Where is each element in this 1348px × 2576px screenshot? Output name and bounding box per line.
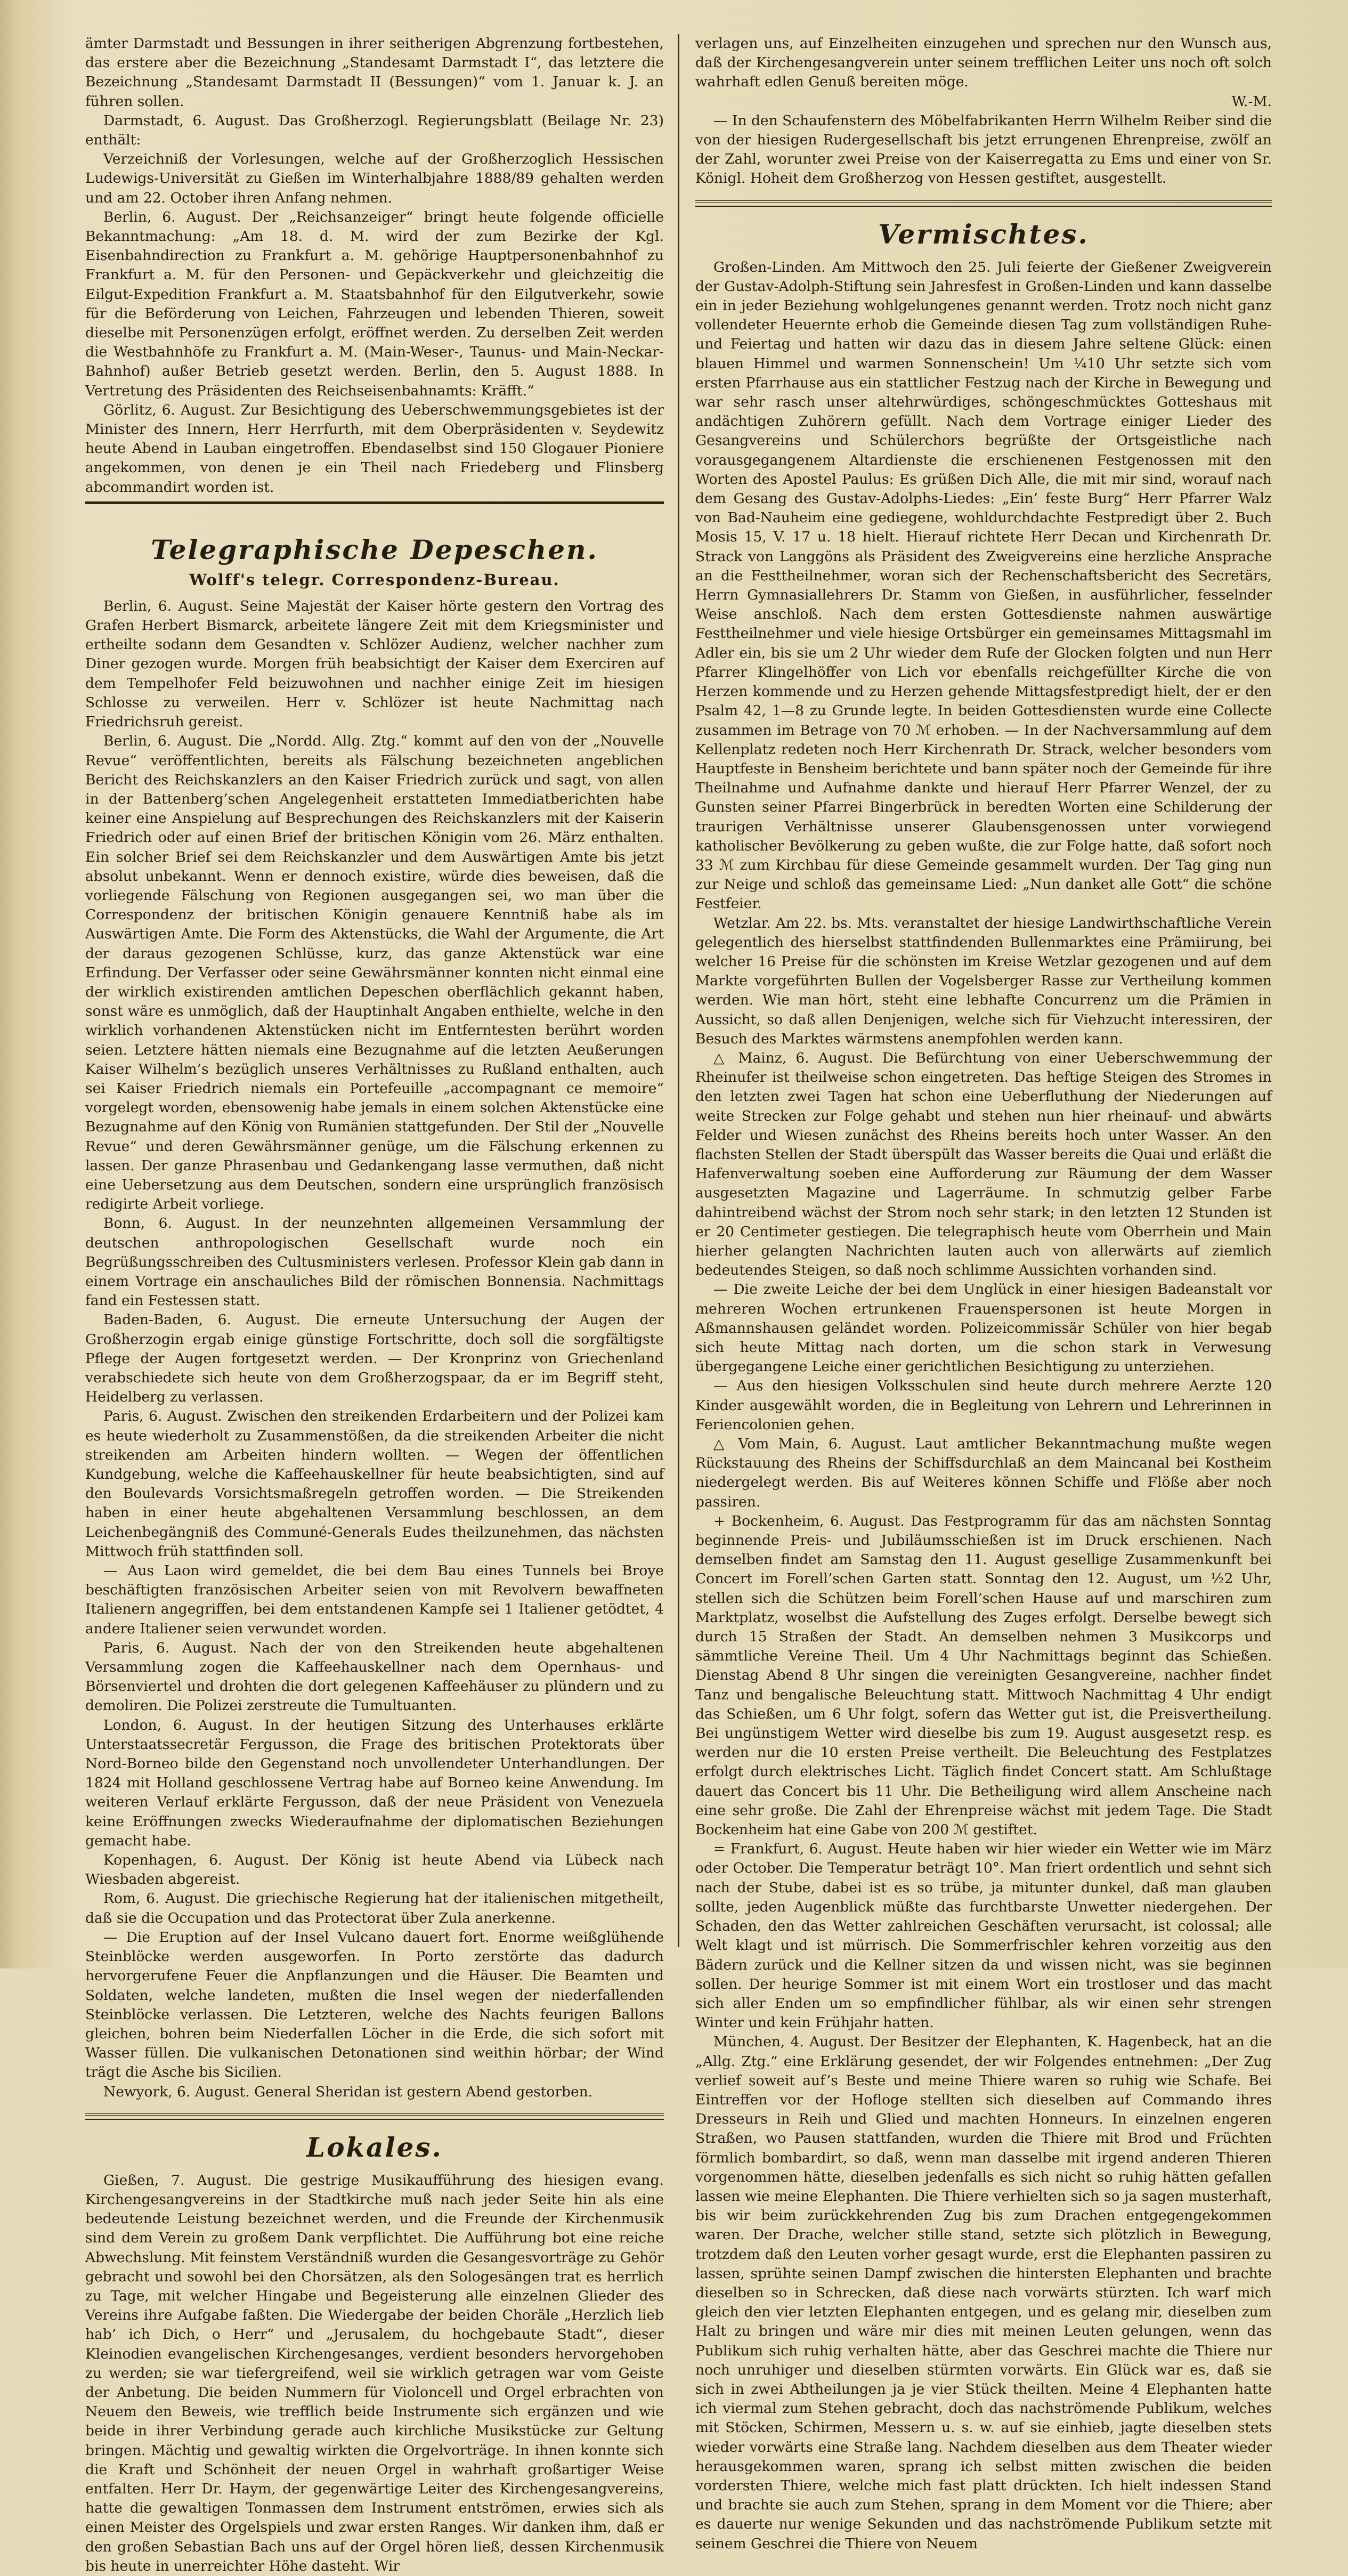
article-paragraph: verlagen uns, auf Einzelheiten einzugehen und sprechen nur den Wunsch aus, daß der Kirchengesangverein unter seinem trefflichen Leiter uns noch oft solch wahrhaft edlen Genuß bereiten möge. [695, 35, 1272, 91]
article-paragraph: Darmstadt, 6. August. Das Großherzogl. Regierungsblatt (Beilage Nr. 23) enthält: [85, 112, 664, 149]
telegraph-item: — Aus Laon wird gemeldet, die bei dem Bau eines Tunnels bei Broye beschäftigten französischen Arbeiter seien von mit Revolvern bewaffneten Italienern angegriffen, bei dem entstandenen Kampfe sei 1 Italiener getödtet, 4 andere Italiener seien verwundet worden. [85, 1562, 664, 1637]
vermischtes-item: + Bockenheim, 6. August. Das Festprogramm für das am nächsten Sonntag beginnende Preis- und Jubiläumsschießen ist im Druck erschienen. Nach demselben findet am Samstag den 11. August gesellige Zusammenkunft bei Concert im Forell’schen Garten statt. Sonntag den 12. August, um ½2 Uhr, stellen sich die Schützen beim Forell’schen Hause auf und marschiren zum Marktplatz, woselbst die Aufstellung des Zuges erfolgt. Derselbe bewegt sich durch 15 Straßen der Stadt. An demselben nehmen 3 Musikcorps und sämmtliche Vereine Theil. Um 4 Uhr Nachmittags beginnt das Schießen. Dienstag Abend 8 Uhr singen die vereinigten Gesangvereine, nachher findet Tanz und bengalische Beleuchtung statt. Mittwoch Nachmittag 4 Uhr endigt das Schießen, um 6 Uhr folgt, sofern das Wetter gut ist, die Preisvertheilung. Bei ungünstigem Wetter wird dieselbe bis zum 19. August ausgesetzt resp. es werden nur die 10 ersten Preise vertheilt. Die Beleuchtung des Festplatzes erfolgt durch elektrisches Licht. Täglich findet Concert statt. Am Schlußtage dauert das Concert bis 11 Uhr. Die Betheiligung wird allem Anscheine nach eine sehr große. Die Zahl der Ehrenpreise wächst mit jedem Tage. Die Stadt Bockenheim hat eine Gabe von 200 ℳ gestiftet. [695, 1512, 1272, 1838]
telegraph-item: London, 6. August. In der heutigen Sitzung des Unterhauses erklärte Unterstaatssecretär Fergusson, die Frage des britischen Protektorats über Nord-Borneo bilde den Gegenstand noch unvollendeter Unterhandlungen. Der 1824 mit Holland geschlossene Vertrag habe auf Borneo keine Anwendung. Im weiteren Verlauf erklärte Fergusson, daß der neue Präsident von Venezuela keine Eröffnungen zwecks Wiederaufnahme der diplomatischen Beziehungen gemacht habe. [85, 1716, 664, 1849]
telegraph-item: — Die Eruption auf der Insel Vulcano dauert fort. Enorme weißglühende Steinblöcke werden ausgeworfen. In Porto zerstörte das dadurch hervorgerufene Feuer die Anpflanzungen und die Häuser. Die Beamten und Soldaten, welche landeten, mußten die Insel wegen der niederfallenden Steinblöcke verlassen. Die Letzteren, welche des Nachts feurigen Ballons gleichen, bohren beim Niederfallen Löcher in die Erde, die sich sofort mit Wasser füllen. Die vulkanischen Detonationen sind weithin hörbar; der Wind trägt die Asche bis Sicilien. [85, 1929, 664, 2081]
article-paragraph: — In den Schaufenstern des Möbelfabrikanten Herrn Wilhelm Reiber sind die von der hiesigen Rudergesellschaft bis jetzt errungenen Ehrenpreise, zwölf an der Zahl, worunter zwei Preise von der Kaiserregatta zu Ems und einer von Sr. Königl. Hoheit dem Großherzog von Hessen gestiftet, ausgestellt. [695, 112, 1272, 187]
vermischtes-item: Großen-Linden. Am Mittwoch den 25. Juli feierte der Gießener Zweigverein der Gustav-Adolph-Stiftung sein Jahresfest in Großen-Linden und kann dasselbe ein in jeder Beziehung wohlgelungenes genannt werden. Trotz noch nicht ganz vollendeter Heuernte erhob die Gemeinde diesen Tag zum vollständigen Ruhe- und Feiertag und hatten wir dazu das in diesem Jahre seltene Glück: einen blauen Himmel und warmen Sonnenschein! Um ¼10 Uhr setzte sich vom ersten Pfarrhause aus ein stattlicher Festzug nach der Kirche in Bewegung und war sehr rasch unser altehrwürdiges, schöngeschmücktes Gotteshaus mit andächtigen Zuhörern gefüllt. Nach dem Vortrage einiger Lieder des Gesangvereins und Schülerchors begrüßte der Ortsgeistliche nach vorausgegangenem Altardienste die erschienenen Festgenossen mit den Worten des Apostel Paulus: Es grüßen Dich Alle, die mit mir sind, worauf nach dem Gesang des Gustav-Adolphs-Liedes: „Ein’ feste Burg“ Herr Pfarrer Walz von Bad-Nauheim eine gediegene, wohldurchdachte Festpredigt über 2. Buch Mosis 15, V. 17 u. 18 hielt. Hierauf richtete Herr Decan und Kirchenrath Dr. Strack von Langgöns als Präsident des Zweigvereins eine herzliche Ansprache an die Festtheilnehmer, woran sich der Rechenschaftsbericht des Secretärs, Herrn Gymnasiallehrers Dr. Stamm von Gießen, in ausführlicher, fesselnder Weise anschloß. Nach dem ersten Gottesdienste nahmen auswärtige Festtheilnehmer und viele hiesige Ortsbürger ein gemeinsames Mittagsmahl im Adler ein, bis sie um 2 Uhr wieder dem Rufe der Glocken folgten und nun Herr Pfarrer Klingelhöffer von Lich vor ebenfalls reichgefüllter Kirche die von Herzen kommende und zu Herzen gehende Mittagsfestpredigt hielt, der er den Psalm 42, 1—8 zu Grunde legte. In beiden Gottesdiensten wurde eine Collecte zusammen im Betrage von 70 ℳ erhoben. — In der Nachversammlung auf dem Kellenplatz redeten noch Herr Kirchenrath Dr. Strack, welcher besonders vom Hauptfeste in Bensheim berichtete und bann später noch der Gemeinde für ihre Theilnahme und Aufnahme dankte und hierauf Herr Pfarrer Wenzel, der zu Gunsten seiner Pfarrei Bingerbrück in beredten Worten eine Schilderung der traurigen Verhältnisse unserer Glaubensgenossen unter vorwiegend katholischer Bevölkerung zu geben wußte, die zur Folge hatte, daß sofort noch 33 ℳ zum Kirchbau für diese Gemeinde gesammelt wurden. Der Tag ging nun zur Neige und schloß das gemeinsame Lied: „Nun danket alle Gott“ die schöne Festfeier. [695, 258, 1272, 912]
telegraph-item: Baden-Baden, 6. August. Die erneute Untersuchung der Augen der Großherzogin ergab einige günstige Fortschritte, doch soll die sorgfältigste Pflege der Augen fortgesetzt werden. — Der Kronprinz von Griechenland verabschiedete sich heute von dem Großherzogspaar, da er im Begriff steht, Heidelberg zu verlassen. [85, 1311, 664, 1406]
telegraph-item: Newyork, 6. August. General Sheridan ist gestern Abend gestorben. [103, 2083, 593, 2100]
section-divider [85, 501, 664, 504]
article-paragraph: Berlin, 6. August. Der „Reichsanzeiger“ bringt heute folgende officielle Bekanntmachung: „Am 18. d. M. wird der zum Bezirke der Kgl. Eisenbahndirection zu Frankfurt a. M. gehörige Hauptpersonenbahnhof zu Frankfurt a. M. für den Personen- und Gepäckverkehr und gleichzeitig die Eilgut-Expedition Frankfurt a. M. Staatsbahnhof für den Eilgutverkehr, sowie für die Beförderung von Leichen, Fahrzeugen und lebenden Thieren, soweit dieselbe mit Personenzügen erfolgt, eröffnet werden. Zu derselben Zeit werden die Westbahnhöfe zu Frankfurt a. M. (Main-Weser-, Taunus- und Main-Neckar-Bahnhof) außer Betrieb gesetzt werden. Berlin, den 5. August 1888. In Vertretung des Präsidenten des Reichseisenbahnamts: Kräfft.“ [85, 208, 664, 399]
article-paragraph: Verzeichniß der Vorlesungen, welche auf der Großherzoglich Hessischen Ludewigs-Universität zu Gießen im Winterhalbjahre 1888/89 gehalten werden und am 22. October ihren Anfang nehmen. [85, 151, 664, 206]
left-column [85, 34, 678, 2574]
telegraph-item: Paris, 6. August. Nach der von den Streikenden heute abgehaltenen Versammlung zogen die Kaffeehauskellner nach dem Opernhaus- und Börsenviertel und drohten die dort gelegenen Kaffeehäuser zu plündern und zu demoliren. Die Polizei zerstreute die Tumultuanten. [85, 1639, 664, 1714]
right-column [679, 34, 1272, 2552]
section-title-telegraph: Telegraphische Depeschen. [151, 533, 598, 565]
vermischtes-item: München, 4. August. Der Besitzer der Elephanten, K. Hagenbeck, hat an die „Allg. Ztg.“ eine Erklärung gesendet, der wir Folgendes entnehmen: „Der Zug verlief soweit auf’s Beste und meine Thiere waren so ruhig wie Schafe. Bei Eintreffen vor der Hofloge stellten sich dieselben auf Commando ihres Dresseurs in Reih und Glied und machten Honneurs. In einzelnen engeren Straßen, wo Pausen stattfanden, wurden die Thiere mit Brod und Früchten förmlich bombardirt, so daß, wenn man dasselbe mit irgend anderen Thieren vorgenommen hätte, dieselben jedenfalls es sich nicht so ruhig hätten gefallen lassen wie meine Elephanten. Die Thiere verhielten sich so ja sagen musterhaft, bis wir beim zurückkehrenden Zug bis zum Drachen entgegengekommen waren. Der Drache, welcher stille stand, setzte sich plötzlich in Bewegung, trotzdem daß den Leuten vorher gesagt wurde, erst die Elephanten passiren zu lassen, sprühte seinen Dampf zwischen die hintersten Elephanten und brachte dieselben so in Schrecken, daß diese nach vorwärts stürzten. Ich warf mich gleich den vier letzten Elephanten entgegen, und es gelang mir, dieselben zum Halt zu bringen und wäre mir dies mit meinen Leuten gelungen, wenn das Publikum sich ruhig verhalten hätte, aber das Geschrei machte die Thiere nur noch unruhiger und dieselben stürmten vorwärts. Ein Glück war es, daß sie sich in zwei Abtheilungen ja je vier Stück theilten. Meine 4 Elephanten hatte ich viermal zum Stehen gebracht, doch das nachströmende Publikum, welches mit Stöcken, Schirmen, Messern u. s. w. auf sie einhieb, jagte dieselben stets wieder vorwärts eine Straße lang. Nachdem dieselben aus dem Theater wieder herausgekommen waren, sprang ich selbst mitten zwischen die beiden vordersten Thiere, welche mich fast platt drückten. Ich hielt indessen Stand und brachte sie auch zum Stehen, sprang in dem Moment vor die Thiere; aber es dauerte nur wenige Sekunden und das nachströmende Publikum setzte mit seinem Geschrei die Thiere von Neuem [695, 2034, 1272, 2552]
telegraph-item: Bonn, 6. August. In der neunzehnten allgemeinen Versammlung der deutschen anthropologischen Gesellschaft wurde noch ein Begrüßungsschreiben des Cultusministers verlesen. Professor Klein gab dann in einem Vortrage ein anschauliches Bild der römischen Bonnensia. Nachmittags fand ein Festessen statt. [85, 1215, 664, 1309]
vermischtes-item: = Frankfurt, 6. August. Heute haben wir hier wieder ein Wetter wie im März oder October. Die Temperatur beträgt 10°. Man friert ordentlich und sehnt sich nach der Stube, dabei ist es so trübe, ja mitunter dunkel, daß man glauben sollte, jeden Augenblick müßte das furchtbarste Unwetter niedergehen. Der Schaden, den das Wetter zahlreichen Geschäften verursacht, ist colossal; alle Welt klagt und ist mürrisch. Die Sommerfrischler kehren vorzeitig aus den Bädern zurück und die Kellner sitzen da und wissen nicht, was sie beginnen sollen. Der heurige Sommer ist mit einem Wort ein trostloser und das macht sich aller Enden um so empfindlicher fühlbar, als wir einen sehr strengen Winter und kein Frühjahr hatten. [695, 1841, 1272, 2031]
article-paragraph: Görlitz, 6. August. Zur Besichtigung des Ueberschwemmungsgebietes ist der Minister des Innern, Herr Herrfurth, mit dem Oberpräsidenten v. Seydewitz heute Abend in Lauban eingetroffen. Ebendaselbst sind 150 Glogauer Pioniere angekommen, von denen je ein Theil nach Friedeberg und Flinsberg abcommandirt worden ist. [85, 401, 664, 496]
telegraph-item: Rom, 6. August. Die griechische Regierung hat der italienischen mitgetheilt, daß sie die Occupation und das Protectorat über Zula anerkenne. [85, 1890, 664, 1926]
author-signature: W.-M. [1231, 93, 1272, 110]
telegraph-item: Berlin, 6. August. Seine Majestät der Kaiser hörte gestern den Vortrag des Grafen Herbert Bismarck, arbeitete längere Zeit mit dem Kriegsminister und ertheilte sodann dem Gesandten v. Schlözer Audienz, welcher nachher zum Diner gezogen wurde. Morgen früh beabsichtigt der Kaiser dem Exerciren auf dem Tempelhofer Feld beizuwohnen und nachher einige Zeit im hiesigen Schlosse zu verweilen. Herr v. Schlözer ist heute Nachmittag nach Friedrichsruh gereist. [85, 597, 664, 731]
telegraph-item: Paris, 6. August. Zwischen den streikenden Erdarbeitern und der Polizei kam es heute wiederholt zu Zusammenstößen, da die streikenden Arbeiter die nicht streikenden am Arbeiten hindern wollten. — Wegen der öffentlichen Kundgebung, welche die Kaffeehauskellner für heute beabsichtigten, sind auf den Boulevards Vorsichtsmaßregeln getroffen worden. — Die Streikenden haben in einer heute abgehaltenen Versammlung beschlossen, an dem Leichenbegängniß des Communé-Generals Eudes theilzunehmen, das nächsten Mittwoch früh stattfinden soll. [85, 1408, 664, 1560]
vermischtes-item: — Aus den hiesigen Volksschulen sind heute durch mehrere Aerzte 120 Kinder ausgewählt worden, die in Begleitung von Lehrern und Lehrerinnen in Feriencolonien gehen. [695, 1378, 1272, 1433]
section-subtitle-telegraph: Wolff's telegr. Correspondenz-Bureau. [189, 570, 560, 589]
section-title-vermischtes: Vermischtes. [878, 218, 1089, 250]
vermischtes-item: Wetzlar. Am 22. bs. Mts. veranstaltet der hiesige Landwirthschaftliche Verein gelegentlich des hierselbst stattfindenden Bullenmarktes eine Prämiirung, bei welcher 16 Preise für die schönsten im Kreise Wetzlar gezogenen und auf dem Markte vorgeführten Bullen der Vogelsberger Rasse zur Vertheilung kommen werden. Wie man hört, steht eine lebhafte Concurrenz um die Prämien in Aussicht, so daß allen Denjenigen, welche sich für Viehzucht interessiren, der Besuch des Marktes wärmstens anempfohlen werden kann. [695, 914, 1272, 1047]
vermischtes-item: △ Mainz, 6. August. Die Befürchtung von einer Ueberschwemmung der Rheinufer ist theilweise schon eingetreten. Das heftige Steigen des Stromes in den letzten zwei Tagen hat schon eine Ueberfluthung der Niederungen auf weite Strecken zur Folge gehabt und stehen nun hier rheinauf- und abwärts Felder und Wiesen zunächst des Rheins bereits hoch unter Wasser. An den flachsten Stellen der Stadt überspült das Wasser bereits die Quai und erläßt die Hafenverwaltung soeben eine Aufforderung zur Räumung der dem Wasser ausgesetzten Magazine und Lagerräume. In schmutzig gelber Farbe dahintreibend wächst der Strom noch sehr stark; in den letzten 12 Stunden ist er 20 Centimeter gestiegen. Die telegraphisch heute vom Oberrhein und Main hierher gelangten Nachrichten lauten auch von allerwärts auf ziemlich bedeutendes Steigen, so daß noch schlimme Aussichten vorhanden sind. [695, 1049, 1272, 1279]
section-divider [85, 2113, 664, 2120]
telegraph-item: Berlin, 6. August. Die „Nordd. Allg. Ztg.“ kommt auf den von der „Nouvelle Revue“ veröffentlichten, bereits als Fälschung bezeichneten angeblichen Bericht des Reichskanzlers an den Kaiser Friedrich zurück und sagt, von allen in der Battenberg’schen Angelegenheit erstatteten Immediatberichten habe keiner eine Anspielung auf Besprechungen des Reichskanzlers mit der Kaiserin Friedrich oder auf einen Brief der britischen Königin vom 26. März enthalten. Ein solcher Brief sei dem Reichskanzler und dem Auswärtigen Amte bis jetzt absolut unbekannt. Wenn er dennoch existire, würde dies beweisen, daß die vorliegende Fälschung von Regionen ausgegangen sei, wo man über die Correspondenz der britischen Königin genauere Kenntniß habe als im Auswärtigen Amte. Die Form des Aktenstücks, die Wahl der Argumente, die Art der daraus gezogenen Schlüsse, kurz, das ganze Aktenstück war eine Erfindung. Der Verfasser oder seine Gewährsmänner konnten nicht einmal eine der wirklich existirenden amtlichen Depeschen oberflächlich gekannt haben, sonst wäre es unmöglich, daß der Hauptinhalt Angaben enthielte, welche in den wirklich vorhandenen Aktenstücken nicht im Entferntesten berührt worden seien. Letztere hätten niemals eine Bezugnahme auf die letzten Aeußerungen Kaiser Wilhelm’s bezüglich unseres Verhältnisses zu Rußland enthalten, auch sei Kaiser Friedrich niemals ein Portefeuille „accompagnant ce memoire“ vorgelegt worden, ebensowenig habe jemals in einem solchen Aktenstücke eine Bezugnahme auf den König von Rumänien stattgefunden. Der Stil der „Nouvelle Revue“ und deren Gewährsmänner genüge, um die Fälschung erkennen zu lassen. Der ganze Phrasenbau und Gedankengang lasse vermuthen, daß nicht eine Uebersetzung aus dem Deutschen, sondern eine ursprünglich französisch redigirte Arbeit vorliege. [85, 733, 664, 1213]
section-divider [695, 200, 1272, 207]
lokal-item: Gießen, 7. August. Die gestrige Musikaufführung des hiesigen evang. Kirchengesangvereins in der Stadtkirche muß nach jeder Seite hin als eine bedeutende Leistung bezeichnet werden, und die Freunde der Kirchenmusik sind dem Verein zu großem Dank verpflichtet. Die Aufführung bot eine reiche Abwechslung. Mit feinstem Verständniß wurden die Gesangesvorträge zu Gehör gebracht und sowohl bei den Chorsätzen, als den Sologesängen trat es herrlich zu Tage, mit welcher Hingabe und Begeisterung alle einzelnen Glieder des Vereins ihre Aufgabe faßten. Die Wiedergabe der beiden Choräle „Herzlich lieb hab’ ich Dich, o Herr“ und „Jerusalem, du hochgebaute Stadt“, dieser Kleinodien evangelischen Kirchengesanges, verdient besonders hervorgehoben zu werden; sie war tiefergreifend, weil sie wirklich getragen war vom Geiste der Anbetung. Die beiden Nummern für Violoncell und Orgel erbrachten von Neuem den Beweis, wie trefflich beide Instrumente sich ergänzen und wie beide in ihrer Verbindung gerade auch kirchliche Musikstücke zur Geltung bringen. Mächtig und gewaltig wirkten die Orgelvorträge. In ihnen konnte sich die Kraft und Schönheit der neuen Orgel in wahrhaft großartiger Weise entfalten. Herr Dr. Haym, der gegenwärtige Leiter des Kirchengesangvereins, hatte die gewaltigen Tonmassen dem Instrument entströmen, erwies sich als einen Meister des Orgelspiels und zwar ersten Ranges. Wir danken ihm, daß er den großen Sebastian Bach uns auf der Orgel hören ließ, dessen Kirchenmusik bis heute in unerreichter Höhe dasteht. Wir [85, 2172, 664, 2574]
article-paragraph: ämter Darmstadt und Bessungen in ihrer seitherigen Abgrenzung fortbestehen, das erstere aber die Bezeichnung „Standesamt Darmstadt I“, das letztere die Bezeichnung „Standesamt Darmstadt II (Bessungen)“ vom 1. Januar k. J. an führen sollen. [85, 35, 664, 110]
vermischtes-item: — Die zweite Leiche der bei dem Unglück in einer hiesigen Badeanstalt vor mehreren Wochen ertrunkenen Frauenspersonen ist heute Morgen in Aßmannshausen geländet worden. Polizeicommissär Schüler von hier begab sich heute Mittag nach dorten, um die schon stark in Verwesung übergegangene Leiche einer gerichtlichen Besichtigung zu unterziehen. [695, 1281, 1272, 1375]
telegraph-item: Kopenhagen, 6. August. Der König ist heute Abend via Lübeck nach Wiesbaden abgereist. [85, 1852, 664, 1888]
vermischtes-item: △ Vom Main, 6. August. Laut amtlicher Bekanntmachung mußte wegen Rückstauung des Rheins der Schiffsdurchlaß an dem Maincanal bei Kostheim niedergelegt werden. Bis auf Weiteres können Schiffe und Flöße aber noch passiren. [695, 1436, 1272, 1510]
section-title-lokales: Lokales. [306, 2131, 443, 2163]
